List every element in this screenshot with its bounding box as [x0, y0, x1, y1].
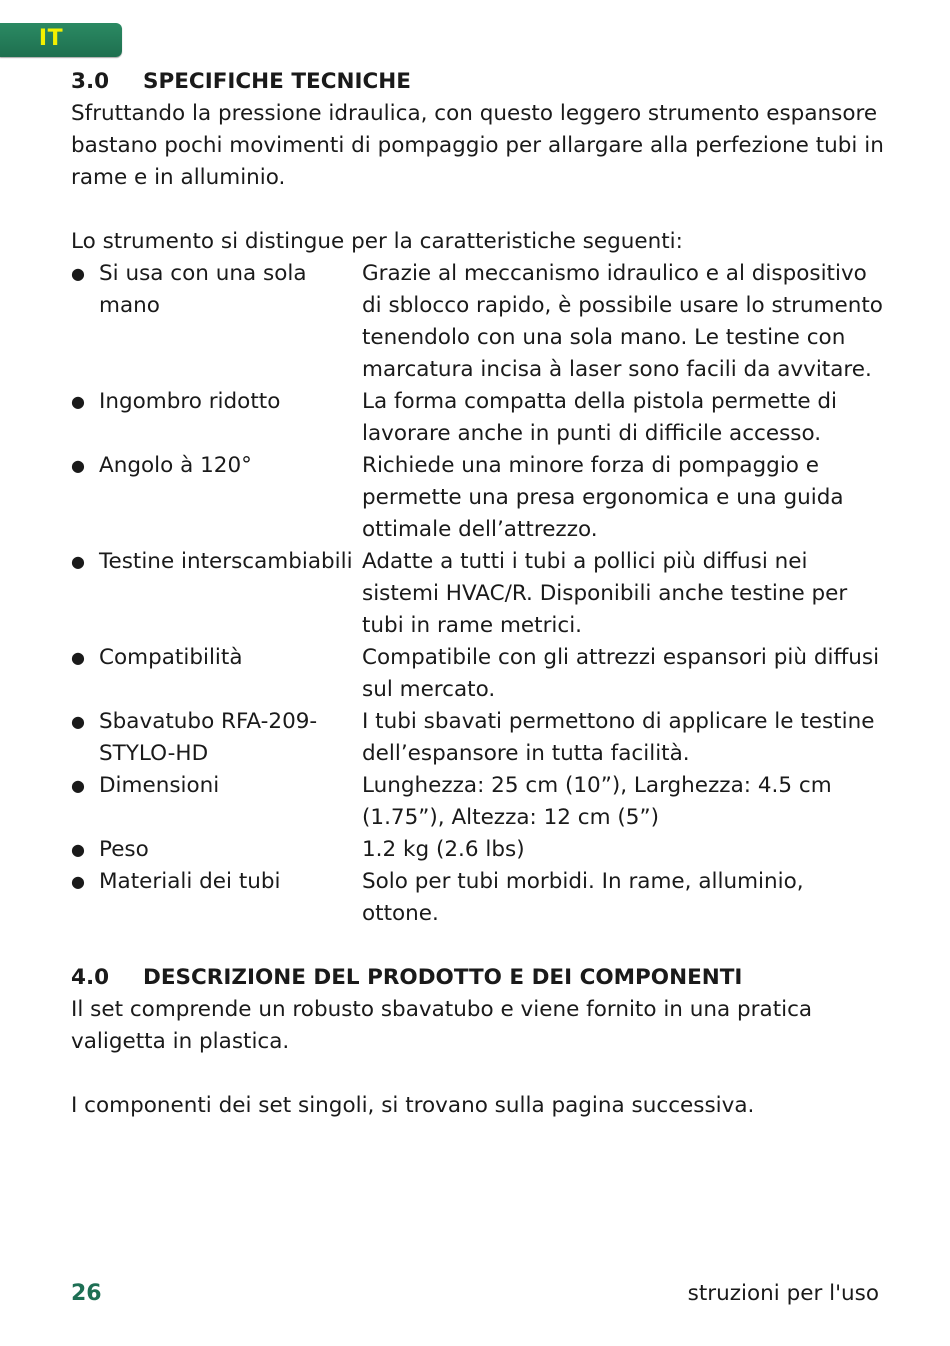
language-label: IT: [38, 26, 64, 51]
feature-description: Solo per tubi morbidi. In rame, alluminio, ottone.: [362, 869, 804, 926]
list-item: [71, 866, 886, 930]
feature-label: Si usa con una sola mano: [99, 261, 307, 318]
section-4-note: I componenti dei set singoli, si trovano sulla pagina successiva.: [71, 1093, 755, 1118]
page-number: 26: [71, 1281, 102, 1306]
footer-title: struzioni per l'uso: [687, 1281, 879, 1306]
feature-label: Materiali dei tubi: [99, 869, 281, 894]
list-item: [71, 834, 886, 866]
bullet-icon: ●: [71, 840, 85, 859]
feature-label: Testine interscambiabili: [99, 549, 353, 574]
feature-description: La forma compatta della pistola permette di lavorare anche in punti di difficile accesso.: [362, 389, 838, 446]
page-content: [71, 66, 886, 1122]
bullet-icon: ●: [71, 872, 85, 891]
feature-label: Dimensioni: [99, 773, 220, 798]
feature-description: 1.2 kg (2.6 lbs): [362, 837, 525, 862]
section-4-paragraph: Il set comprende un robusto sbavatubo e viene fornito in una pratica valigetta in plastica.: [71, 997, 813, 1054]
list-item: [71, 706, 886, 770]
list-item: [71, 386, 886, 450]
feature-label: Angolo à 120°: [99, 453, 252, 478]
section-3-intro: Sfruttando la pressione idraulica, con questo leggero strumento espansore bastano pochi movimenti di pompaggio per allargare alla perfezione tubi in rame e in alluminio.: [71, 101, 884, 190]
feature-label: Peso: [99, 837, 149, 862]
bullet-icon: ●: [71, 392, 85, 411]
section-4-number: 4.0: [71, 965, 110, 990]
feature-label: Ingombro ridotto: [99, 389, 281, 414]
list-item: [71, 770, 886, 834]
list-item: [71, 546, 886, 642]
bullet-icon: ●: [71, 648, 85, 667]
feature-description: Richiede una minore forza di pompaggio e permette una presa ergonomica e una guida ottimale dell’attrezzo.: [362, 453, 844, 542]
list-item: [71, 258, 886, 386]
bullet-icon: ●: [71, 712, 85, 731]
bullet-icon: ●: [71, 552, 85, 571]
feature-description: Adatte a tutti i tubi a pollici più diffusi nei sistemi HVAC/R. Disponibili anche testine per tubi in rame metrici.: [362, 549, 848, 638]
section-4-title: DESCRIZIONE DEL PRODOTTO E DEI COMPONENTI: [143, 965, 743, 990]
feature-description: Grazie al meccanismo idraulico e al dispositivo di sblocco rapido, è possibile usare lo strumento tenendolo con una sola mano. Le testine con marcatura incisa à laser sono facili da avvitare.: [362, 261, 883, 382]
feature-description: I tubi sbavati permettono di applicare le testine dell’espansore in tutta facilità.: [362, 709, 875, 766]
bullet-icon: ●: [71, 264, 85, 283]
feature-label: Compatibilità: [99, 645, 243, 670]
section-3-title: SPECIFICHE TECNICHE: [143, 69, 411, 94]
section-3-number: 3.0: [71, 69, 110, 94]
feature-label: Sbavatubo RFA-209-STYLO-HD: [99, 709, 318, 766]
feature-description: Compatibile con gli attrezzi espansori più diffusi sul mercato.: [362, 645, 880, 702]
bullet-icon: ●: [71, 776, 85, 795]
language-tab: [0, 23, 122, 57]
features-list: [71, 258, 886, 930]
list-item: [71, 450, 886, 546]
feature-description: Lunghezza: 25 cm (10”), Larghezza: 4.5 cm (1.75”), Altezza: 12 cm (5”): [362, 773, 832, 830]
section-3-heading: [71, 66, 886, 98]
bullet-icon: ●: [71, 456, 85, 475]
section-4-heading: [71, 962, 886, 994]
features-lead: Lo strumento si distingue per la caratteristiche seguenti:: [71, 229, 683, 254]
list-item: [71, 642, 886, 706]
